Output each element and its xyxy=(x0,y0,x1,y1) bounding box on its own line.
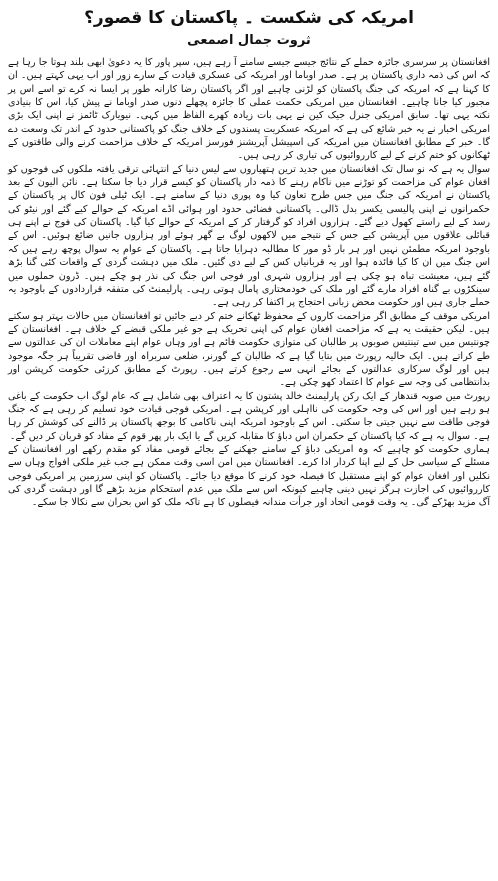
article-paragraph-2: سوال یہ ہے کہ نو سال تک افغانستان میں جدید ترین ہتھیاروں سے لیس دنیا کے انتہائی ترقی یافتہ ملکوں کی فوجوں کو افغان عوام کی مزاحمت کو توڑنے میں ناکام رہنے کا ذمہ دار پاکستان کو کیسے قرار دیا جا سکتا ہے۔ نائن الیون کے بعد پاکستان نے امریکہ کی جنگ میں جس طرح تعاون کیا وہ پوری دنیا کے سامنے ہے۔ ایک ٹیلی فون کال پر پاکستان کے حکمرانوں نے اپنی پالیسی یکسر بدل ڈالی۔ پاکستانی فضائی حدود اور ہوائی اڈے امریکہ کے حوالے کیے گئے اور نیٹو کی رسد کے لیے راستے کھول دیے گئے۔ ہزاروں افراد کو گرفتار کر کے امریکہ کے حوالے کیا گیا۔ پاکستان کی فوج نے اپنے ہی قبائلی علاقوں میں آپریشن کیے جس کے نتیجے میں لاکھوں لوگ بے گھر ہوئے اور ہزاروں جانیں ضائع ہوئیں۔ اس کے باوجود امریکہ مطمئن نہیں اور ہر بار ڈو مور کا مطالبہ دہرایا جاتا ہے۔ پاکستان کے عوام یہ سوال پوچھ رہے ہیں کہ اس جنگ میں ان کا کیا فائدہ ہوا اور یہ قربانیاں کس کے لیے دی گئیں۔ ملک میں دہشت گردی کے واقعات کئی گنا بڑھ گئے ہیں، معیشت تباہ ہو چکی ہے اور ہزاروں شہری اور فوجی اس جنگ کی نذر ہو چکے ہیں۔ ڈرون حملوں میں سینکڑوں بے گناہ افراد مارے گئے اور ملک کی خودمختاری پامال ہوتی رہی۔ پارلیمنٹ کی متفقہ قراردادوں کے باوجود یہ حملے جاری ہیں اور حکومت محض زبانی احتجاج پر اکتفا کر رہی ہے۔ xyxy=(8,163,490,309)
article-paragraph-5: ہماری حکومت کو چاہیے کہ وہ امریکی دباؤ کے سامنے جھکنے کے بجائے قومی مفاد کو مقدم رکھے اور افغانستان کے مسئلے کے سیاسی حل کے لیے اپنا کردار ادا کرے۔ افغانستان میں امن اسی وقت ممکن ہے جب غیر ملکی افواج وہاں سے نکلیں اور افغان عوام کو اپنے مستقبل کا فیصلہ خود کرنے کا موقع دیا جائے۔ پاکستان کو اپنی سرزمین پر امریکی فوجی کارروائیوں کی اجازت ہرگز نہیں دینی چاہیے کیونکہ اس سے ملک میں عدم استحکام مزید بڑھے گا اور دہشت گردی کی آگ مزید بھڑکے گی۔ یہ وقت قومی اتحاد اور جرأت مندانہ فیصلوں کا ہے تاکہ ملک کو اس بحران سے نکالا جا سکے۔ xyxy=(8,443,490,509)
article-paragraph-1: افغانستان پر سرسری جائزہ حملے کے نتائج جیسے جیسے سامنے آ رہے ہیں، سپر پاور کا یہ دعویٰ ابھی بلند ہوتا جا رہا ہے کہ اس کی ذمہ داری پاکستان پر ہے۔ صدر اوباما اور امریکہ کی عسکری قیادت کے سارے زور اور اب یہی کہتے ہیں۔ ان کا کہنا ہے کہ امریکہ کی جنگ پاکستان کو لڑنی چاہیے اور اگر پاکستان رضا کارانہ طور پر ایسا نہ کرے تو اسے اس پر مجبور کیا جانا چاہیے۔ افغانستان میں امریکی حکمت عملی کا جائزہ پچھلے دنوں صدر اوباما نے پیش کیا، اس کا بنیادی نکتہ یہی تھا۔ سابق امریکی جنرل جیک کین نے یہی بات زیادہ کھرے الفاظ میں کہی۔ نیویارک ٹائمز نے اپنی ایک بڑی امریکی اخبار نے یہ خبر شائع کی ہے کہ امریکہ عسکریت پسندوں کے خلاف جنگ کو پاکستانی حدود کے اندر تک وسعت دے گا۔ خبر کے مطابق افغانستان میں امریکہ کی اسپیشل آپریشنز فورسز امریکہ کے خلاف مزاحمت کرنے والی طاقتوں کے ٹھکانوں کو ختم کرنے کے لیے کارروائیوں کی تیاری کر رہی ہیں۔ xyxy=(8,57,490,162)
article-title: امریکہ کی شکست ۔ پاکستان کا قصور؟ xyxy=(84,8,414,28)
article-author: ثروت جمال اصمعی xyxy=(187,33,311,48)
article-paragraph-4: رپورٹ میں صوبہ قندھار کے ایک رکن پارلیمنٹ خالد پشتون کا یہ اعتراف بھی شامل ہے کہ عام لوگ اب حکومت کے باغی ہو رہے ہیں اور اس کی وجہ حکومت کی نااہلی اور کرپشن ہے۔ امریکی فوجی قیادت خود تسلیم کر رہی ہے کہ جنگ فوجی طاقت سے نہیں جیتی جا سکتی۔ اس کے باوجود امریکہ اپنی ناکامی کا بوجھ پاکستان پر ڈالنے کی کوشش کر رہا ہے۔ سوال یہ ہے کہ کیا پاکستان کے حکمران اس دباؤ کا مقابلہ کریں گے یا ایک بار پھر قوم کے مفاد کو قربان کر دیں گے۔ xyxy=(8,390,490,442)
article-paragraph-3: امریکی موقف کے مطابق اگر مزاحمت کاروں کے محفوظ ٹھکانے ختم کر دیے جائیں تو افغانستان میں حالات بہتر ہو سکتے ہیں۔ لیکن حقیقت یہ ہے کہ مزاحمت افغان عوام کی اپنی تحریک ہے جو غیر ملکی قبضے کے خلاف ہے۔ افغانستان کے چونتیس میں سے تینتیس صوبوں پر طالبان کی متوازی حکومت قائم ہے اور وہاں عوام اپنے معاملات ان کی عدالتوں سے طے کراتے ہیں۔ ایک حالیہ رپورٹ میں بتایا گیا ہے کہ طالبان کے گورنر، ضلعی سربراہ اور قاضی تقریباً ہر جگہ موجود ہیں اور لوگ سرکاری عدالتوں کے بجائے انہی سے رجوع کرتے ہیں۔ رپورٹ کے مطابق کرزئی حکومت کرپشن اور بدانتظامی کی وجہ سے عوام کا اعتماد کھو چکی ہے۔ xyxy=(8,310,490,389)
